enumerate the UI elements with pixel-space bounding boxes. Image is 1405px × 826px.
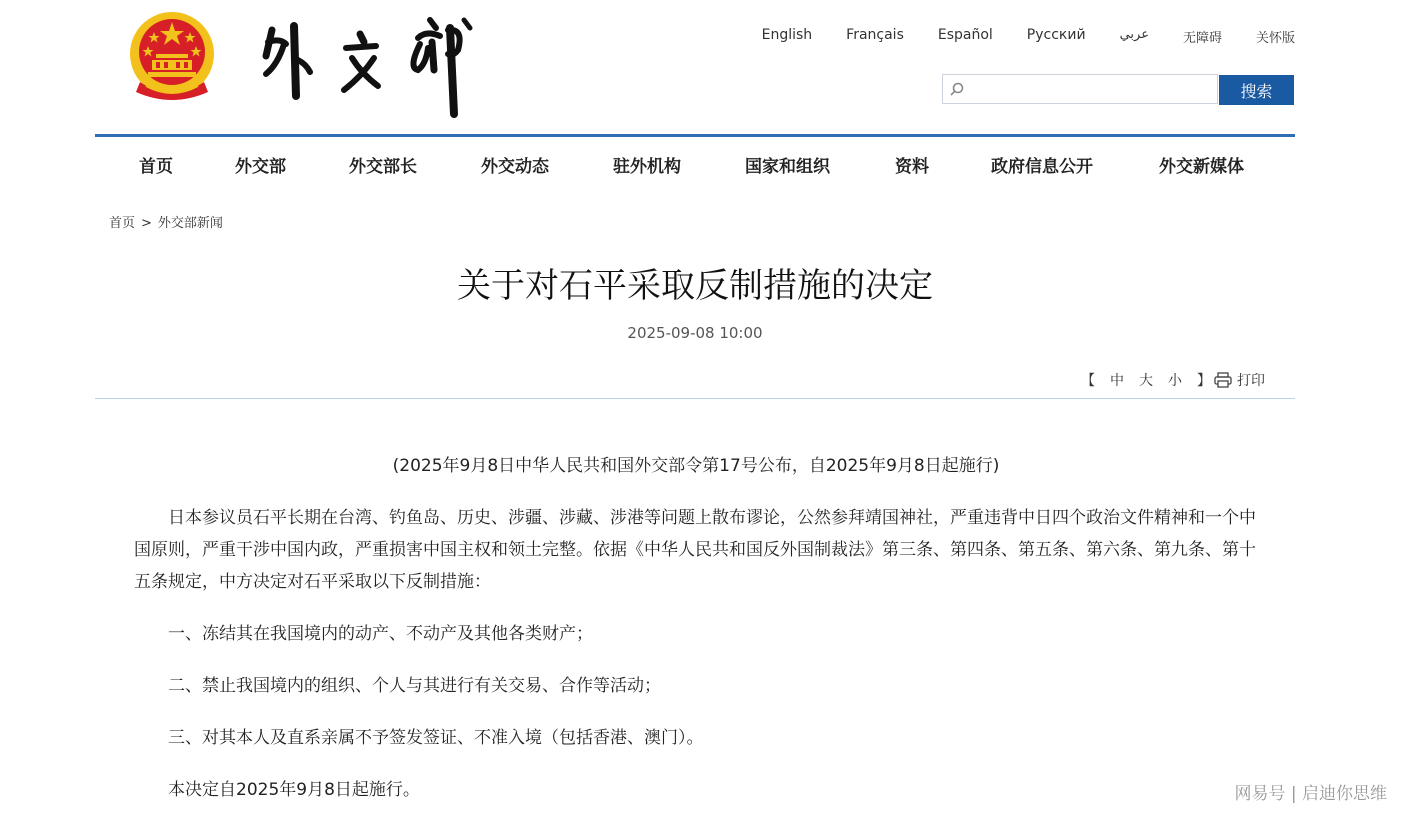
bracket-open: 【 bbox=[1081, 373, 1096, 389]
article-date: 2025-09-08 10:00 bbox=[627, 324, 763, 342]
nav-item-missions[interactable]: 驻外机构 bbox=[613, 157, 681, 177]
nav-item-ministry[interactable]: 外交部 bbox=[235, 157, 286, 177]
nav-item-news[interactable]: 外交动态 bbox=[481, 157, 549, 177]
search-icon bbox=[949, 81, 965, 97]
article-title: 关于对石平采取反制措施的决定 bbox=[457, 266, 933, 306]
lang-russian-link[interactable]: Русский bbox=[1026, 27, 1086, 43]
nav-item-home[interactable]: 首页 bbox=[139, 157, 173, 177]
search-button[interactable]: 搜索 bbox=[1219, 75, 1294, 105]
breadcrumb-current-link[interactable]: 外交部新闻 bbox=[157, 216, 223, 231]
lang-arabic-link[interactable]: عربي bbox=[1119, 27, 1149, 42]
nav-item-resources[interactable]: 资料 bbox=[895, 157, 929, 177]
article-measure-2: 二、禁止我国境内的组织、个人与其进行有关交易、合作等活动； bbox=[168, 676, 661, 696]
article-effective-date: 本决定自2025年9月8日起施行。 bbox=[168, 780, 420, 800]
header-divider bbox=[95, 398, 1295, 399]
article-promulgation-note: (2025年9月8日中华人民共和国外交部令第17号公布，自2025年9月8日起施行) bbox=[392, 456, 1000, 476]
watermark: 网易号 | 启迪你思维 bbox=[1234, 784, 1387, 804]
article-body bbox=[134, 450, 1258, 826]
lang-french-link[interactable]: Français bbox=[846, 27, 904, 43]
accessibility-link[interactable]: 无障碍 bbox=[1182, 31, 1222, 46]
national-emblem-logo[interactable] bbox=[126, 8, 218, 104]
font-size-controls bbox=[1074, 370, 1219, 390]
main-nav bbox=[95, 137, 1295, 189]
article-measure-1: 一、冻结其在我国境内的动产、不动产及其他各类财产； bbox=[168, 624, 593, 644]
lang-spanish-link[interactable]: Español bbox=[937, 27, 993, 43]
nav-item-new-media[interactable]: 外交新媒体 bbox=[1159, 157, 1244, 177]
font-small-button[interactable]: 小 bbox=[1168, 373, 1183, 389]
breadcrumb bbox=[109, 212, 223, 231]
search-input[interactable] bbox=[971, 78, 1215, 102]
print-label: 打印 bbox=[1237, 373, 1265, 389]
lang-english-link[interactable]: English bbox=[761, 27, 813, 43]
nav-item-gov-info[interactable]: 政府信息公开 bbox=[991, 157, 1093, 177]
article-paragraph: 日本参议员石平长期在台湾、钓鱼岛、历史、涉疆、涉藏、涉港等问题上散布谬论，公然参拜靖国神社，严重违背中日四个政治文件精神和一个中国原则，严重干涉中国内政，严重损害中国主权和领土完整。依据《中华人民共和国反外国制裁法》第三条、第四条、第五条、第六条、第九条、第十五条规定，中方决定对石平采取以下反制措施： bbox=[134, 508, 1256, 592]
care-version-link[interactable]: 关怀版 bbox=[1255, 31, 1295, 46]
print-button[interactable] bbox=[1214, 370, 1265, 390]
breadcrumb-separator: > bbox=[141, 216, 152, 231]
nav-item-countries[interactable]: 国家和组织 bbox=[745, 157, 830, 177]
breadcrumb-home-link[interactable]: 首页 bbox=[109, 216, 136, 231]
printer-icon bbox=[1214, 372, 1232, 388]
bracket-close: 】 bbox=[1197, 373, 1212, 389]
ministry-calligraphy-logo[interactable] bbox=[258, 8, 488, 120]
search-box bbox=[942, 74, 1218, 104]
nav-item-minister[interactable]: 外交部长 bbox=[349, 157, 417, 177]
article-measure-3: 三、对其本人及直系亲属不予签发签证、不准入境（包括香港、澳门）。 bbox=[168, 728, 704, 748]
font-large-button[interactable]: 大 bbox=[1139, 373, 1154, 389]
language-bar bbox=[762, 27, 1295, 46]
font-medium-button[interactable]: 中 bbox=[1110, 373, 1125, 389]
